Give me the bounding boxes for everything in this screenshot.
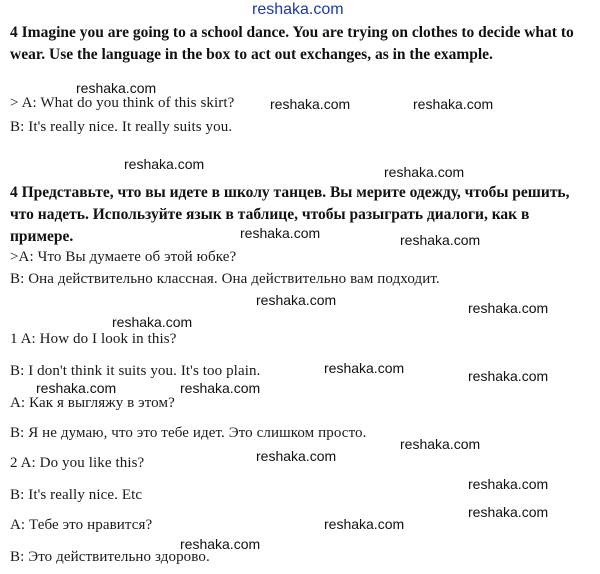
watermark: reshaka.com <box>270 96 351 112</box>
watermark: reshaka.com <box>324 516 405 532</box>
watermark: reshaka.com <box>252 1 344 18</box>
example-line-b-russian: B: Она действительно классная. Она действительно вам подходит. <box>10 271 440 287</box>
dialogue-2-line-a-english: 2 A: Do you like this? <box>10 455 145 471</box>
dialogue-2-line-b-russian: B: Это действительно здорово. <box>10 549 210 565</box>
watermark: reshaka.com <box>112 314 193 330</box>
watermark: reshaka.com <box>124 156 205 172</box>
watermark: reshaka.com <box>324 360 405 376</box>
task-heading-russian: 4 Представьте, что вы идете в школу танцев. Вы мерите одежду, чтобы решить, что надеть. Используйте язык в таблице, чтобы разыграть диалоги, как в примере. <box>10 184 570 245</box>
watermark: reshaka.com <box>256 448 337 464</box>
watermark: reshaka.com <box>400 436 481 452</box>
watermark: reshaka.com <box>468 368 549 384</box>
example-line-b-english: B: It's really nice. It really suits you. <box>10 119 233 135</box>
watermark: reshaka.com <box>76 80 157 96</box>
dialogue-1-line-a-english: 1 A: How do I look in this? <box>10 331 177 347</box>
example-line-a-russian: >A: Что Вы думаете об этой юбке? <box>10 249 237 265</box>
watermark: reshaka.com <box>400 232 481 248</box>
task-heading-english: 4 Imagine you are going to a school dance. You are trying on clothes to decide what to wear. Use the language in the box to act out exchanges, as in the example. <box>10 24 574 63</box>
watermark: reshaka.com <box>468 476 549 492</box>
watermark: reshaka.com <box>36 380 117 396</box>
watermark: reshaka.com <box>468 504 549 520</box>
watermark: reshaka.com <box>384 164 465 180</box>
dialogue-1-line-b-russian: B: Я не думаю, что это тебе идет. Это слишком просто. <box>10 425 367 441</box>
watermark: reshaka.com <box>240 225 321 241</box>
watermark: reshaka.com <box>256 292 337 308</box>
watermark: reshaka.com <box>413 96 494 112</box>
watermark: reshaka.com <box>468 300 549 316</box>
dialogue-1-line-a-russian: A: Как я выгляжу в этом? <box>10 395 175 411</box>
dialogue-2-line-b-english: B: It's really nice. Etc <box>10 487 143 503</box>
dialogue-2-line-a-russian: A: Тебе это нравится? <box>10 517 153 533</box>
watermark: reshaka.com <box>180 536 261 552</box>
dialogue-1-line-b-english: B: I don't think it suits you. It's too plain. <box>10 363 261 379</box>
watermark: reshaka.com <box>180 380 261 396</box>
example-line-a-english: > A: What do you think of this skirt? <box>10 95 235 111</box>
